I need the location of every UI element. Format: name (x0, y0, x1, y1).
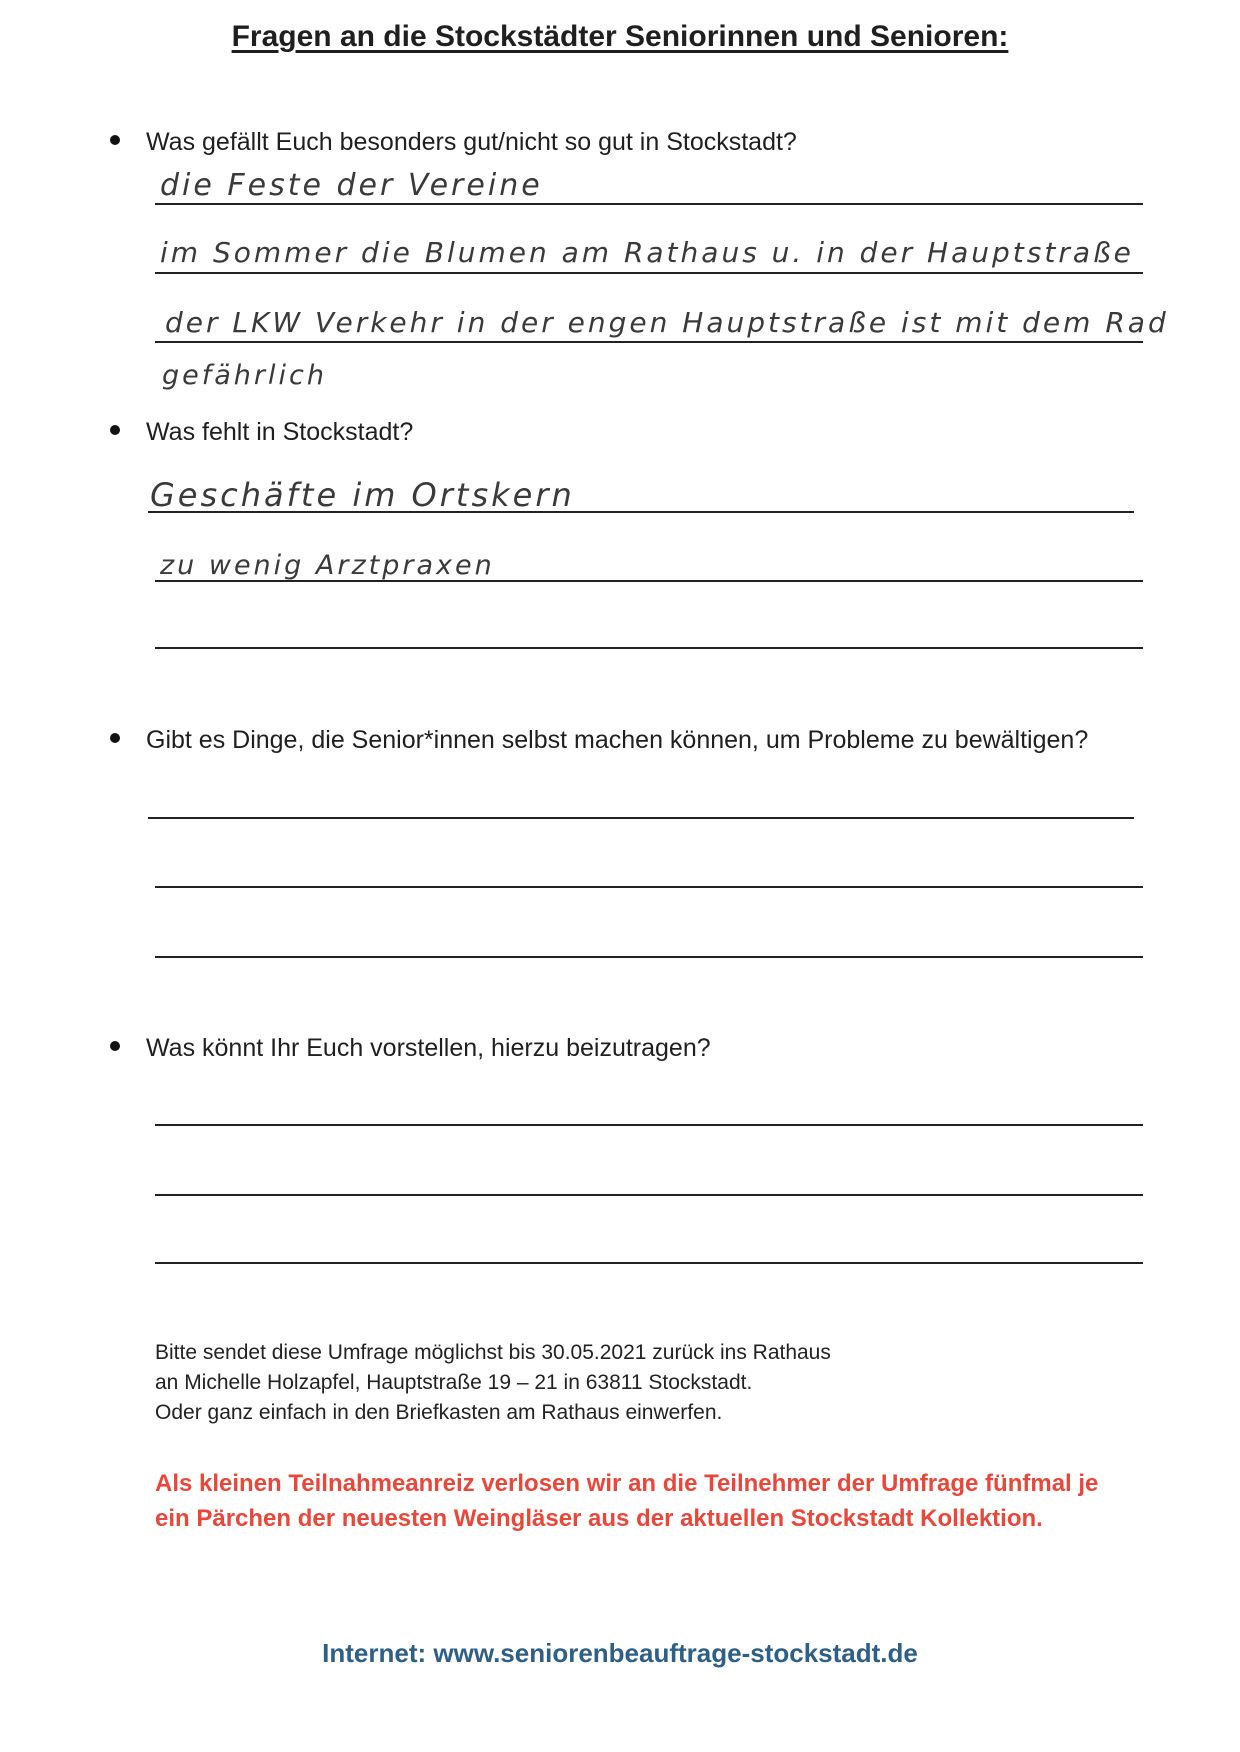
answer-line (148, 817, 1134, 819)
bullet-icon (110, 1041, 120, 1051)
prize-line-1: Als kleinen Teilnahmeanreiz verlosen wir an die Teilnehmer der Umfrage fünfmal je (155, 1470, 1099, 1497)
instructions-line-2: an Michelle Holzapfel, Hauptstraße 19 – 21 in 63811 Stockstadt. (155, 1371, 753, 1394)
bullet-icon (110, 135, 120, 145)
answer-line (155, 580, 1143, 582)
answer-1-3: der LKW Verkehr in der engen Hauptstraße ist mit dem Rad (165, 306, 1169, 339)
question-2-text: Was fehlt in Stockstadt? (146, 418, 414, 446)
answer-line (155, 341, 1143, 343)
question-4 (110, 1034, 711, 1063)
instructions-line-1: Bitte sendet diese Umfrage möglichst bis 30.05.2021 zurück ins Rathaus (155, 1341, 831, 1364)
question-3-text: Gibt es Dinge, die Senior*innen selbst machen können, um Probleme zu bewältigen? (146, 726, 1089, 754)
question-2 (110, 418, 413, 447)
answer-2-1: Geschäfte im Ortskern (150, 476, 575, 514)
answer-line (155, 956, 1143, 958)
instructions (155, 1338, 831, 1428)
answer-line (155, 647, 1143, 649)
website-link[interactable]: www.seniorenbeauftrage-stockstadt.de (433, 1638, 918, 1668)
question-1 (110, 128, 797, 157)
footer-label: Internet: (322, 1638, 427, 1668)
answer-1-2: im Sommer die Blumen am Rathaus u. in der Hauptstraße (160, 236, 1134, 269)
question-1-text: Was gefällt Euch besonders gut/nicht so gut in Stockstadt? (146, 128, 797, 156)
bullet-icon (110, 425, 120, 435)
answer-line (148, 511, 1134, 513)
prize-line-2: ein Pärchen der neuesten Weingläser aus der aktuellen Stockstadt Kollektion. (155, 1505, 1043, 1532)
question-4-text: Was könnt Ihr Euch vorstellen, hierzu beizutragen? (146, 1034, 711, 1062)
instructions-line-3: Oder ganz einfach in den Briefkasten am Rathaus einwerfen. (155, 1401, 723, 1424)
question-3 (110, 726, 1088, 755)
answer-line (155, 1124, 1143, 1126)
prize-notice (155, 1466, 1175, 1536)
answer-line (155, 1262, 1143, 1264)
answer-line (155, 272, 1143, 274)
page-title: Fragen an die Stockstädter Seniorinnen und Senioren: (231, 20, 1009, 53)
answer-line (155, 886, 1143, 888)
answer-1-1: die Feste der Vereine (160, 168, 543, 203)
bullet-icon (110, 733, 120, 743)
answer-line (155, 1194, 1143, 1196)
answer-1-4: gefährlich (162, 360, 327, 391)
answer-line (155, 203, 1143, 205)
website-footer (0, 1638, 1240, 1669)
answer-2-2: zu wenig Arztpraxen (160, 550, 495, 581)
